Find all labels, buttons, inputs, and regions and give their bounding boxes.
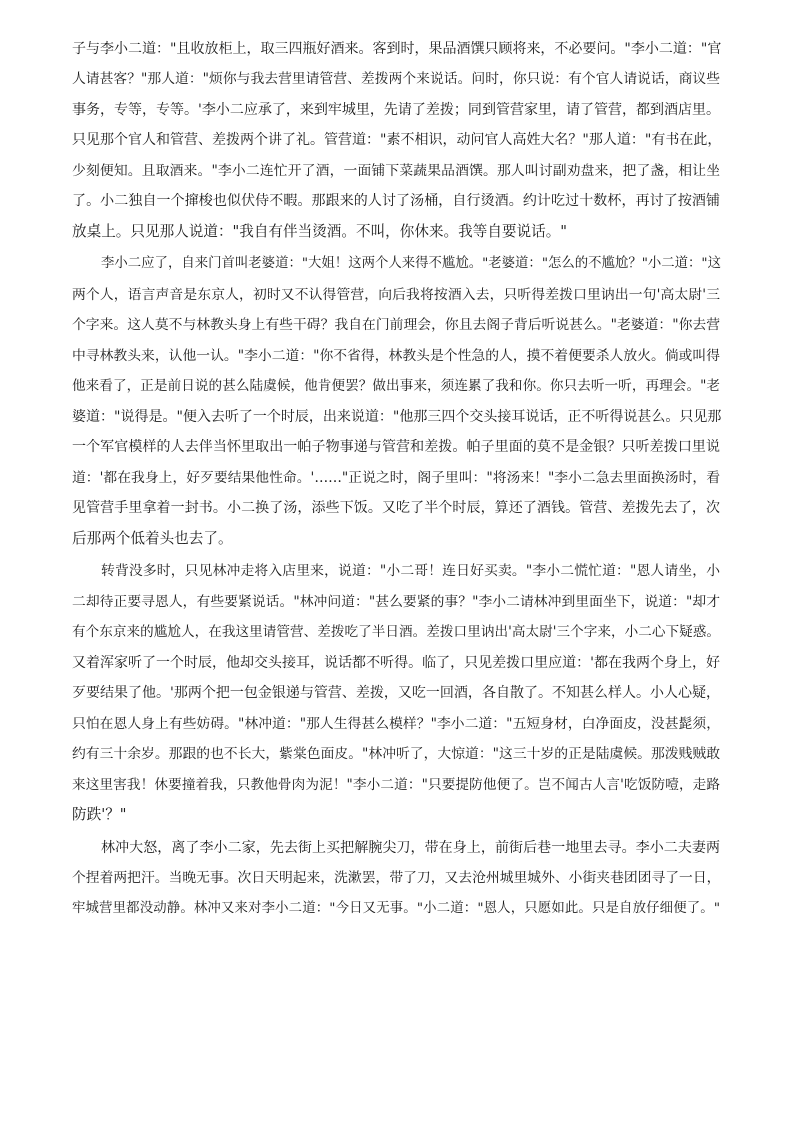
text-line: 他来看了，正是前日说的甚么陆虞候，他肯便罢？做出事来，须连累了我和你。你只去听一听，再理会。"老 — [72, 378, 720, 394]
text-line: 李小二应了，自来门首叫老婆道："大姐！这两个人来得不尴尬。"老婆道："怎么的不尴尬？"小二道："这 — [101, 256, 721, 271]
text-line: 防跌'？" — [72, 806, 127, 823]
text-line: 牢城营里都没动静。林冲又来对李小二道："今日又无事。"小二道："恩人，只愿如此。只是自放仔细便了。" — [72, 901, 720, 916]
text-line: 见管营手里拿着一封书。小二换了汤，添些下饭。又吃了半个时辰，算还了酒钱。管营、差拨先去了，次 — [72, 500, 720, 516]
text-line: 只见那个官人和管营、差拨两个讲了礼。管营道："素不相识，动问官人高姓大名？"那人道："有书在此， — [72, 132, 722, 148]
text-line: 二却待正要寻恩人，有些要紧说话。"林冲问道："甚么要紧的事？"李小二请林冲到里面坐下，说道："却才 — [72, 594, 720, 610]
text-line: 约有三十余岁。那跟的也不长大，紫棠色面皮。"林冲听了，大惊道："这三十岁的正是陆虞候。那泼贱贼敢 — [72, 746, 720, 762]
text-line: 少刻便知。且取酒来。"李小二连忙开了酒，一面铺下菜蔬果品酒馔。那人叫讨副劝盘来，把了盏，相让坐 — [72, 163, 720, 179]
text-line: 歹要结果了他。'那两个把一包金银递与管营、差拨，又吃一回酒，各自散了。不知甚么样人。小人心疑， — [72, 685, 720, 701]
text-line: 后那两个低着头也去了。 — [72, 530, 233, 547]
text-line: 婆道："说得是。"便入去听了一个时辰，出来说道："他那三四个交头接耳说话，正不听得说甚么。只见那 — [72, 409, 722, 425]
text-line: 一个军官模样的人去伴当怀里取出一帕子物事递与管营和差拨。帕子里面的莫不是金银？只听差拨口里说 — [72, 439, 720, 455]
text-line: 只怕在恩人身上有些妨碍。"林冲道："那人生得甚么模样？"李小二道："五短身材，白净面皮，没甚髭须， — [72, 716, 720, 732]
text-line: 来这里害我！休要撞着我，只教他骨肉为泥！"李小二道："只要提防他便了。岂不闻古人言'吃饭防噎，走路 — [72, 777, 720, 793]
text-line: 林冲大怒，离了李小二家，先去街上买把解腕尖刀，带在身上，前街后巷一地里去寻。李小二夫妻两 — [101, 840, 720, 856]
text-line: 有个东京来的尴尬人，在我这里请管营、差拨吃了半日酒。差拨口里讷出'高太尉'三个字来，小二心下疑惑。 — [72, 624, 720, 640]
text-line: 放桌上。只见那人说道："我自有伴当烫酒。不叫，你休来。我等自要说话。" — [72, 223, 568, 240]
text-line: 中寻林教头来，认他一认。"李小二道："你不省得，林教头是个性急的人，摸不着便要杀人放火。倘或叫得 — [72, 348, 720, 364]
text-line: 人请甚客？"那人道："烦你与我去营里请管营、差拨两个来说话。问时，你只说：有个官人请说话，商议些 — [72, 71, 720, 87]
text-line: 子与李小二道："且收放柜上，取三四瓶好酒来。客到时，果品酒馔只顾将来，不必要问。"李小二道："官 — [72, 41, 722, 57]
text-line: 两个人，语言声音是东京人，初时又不认得管营，向后我将按酒入去，只听得差拨口里讷出一句'高太尉'三 — [72, 287, 720, 303]
text-line: 道：'都在我身上，好歹要结果他性命。'……"正说之时，阁子里叫："将汤来！"李小二急去里面换汤时，看 — [72, 470, 720, 486]
text-line: 事务，专等，专等。'李小二应承了，来到牢城里，先请了差拨；同到管营家里，请了管营，都到酒店里。 — [72, 102, 720, 118]
text-line: 了。小二独自一个撺梭也似伏侍不暇。那跟来的人讨了汤桶，自行烫酒。约计吃过十数杯，再讨了按酒铺 — [72, 193, 720, 209]
text-line: 个字来。这人莫不与林教头身上有些干碍？我自在门前理会，你且去阁子背后听说甚么。"老婆道："你去营 — [72, 317, 720, 333]
text-line: 转背没多时，只见林冲走将入店里来，说道："小二哥！连日好买卖。"李小二慌忙道："恩人请坐，小 — [101, 563, 720, 579]
text-line: 个捏着两把汗。当晚无事。次日天明起来，洗漱罢，带了刀，又去沧州城里城外、小街夹巷团团寻了一日， — [72, 870, 721, 886]
text-line: 又着浑家听了一个时辰，他却交头接耳，说话都不听得。临了，只见差拨口里应道：'都在我两个身上，好 — [72, 655, 720, 671]
